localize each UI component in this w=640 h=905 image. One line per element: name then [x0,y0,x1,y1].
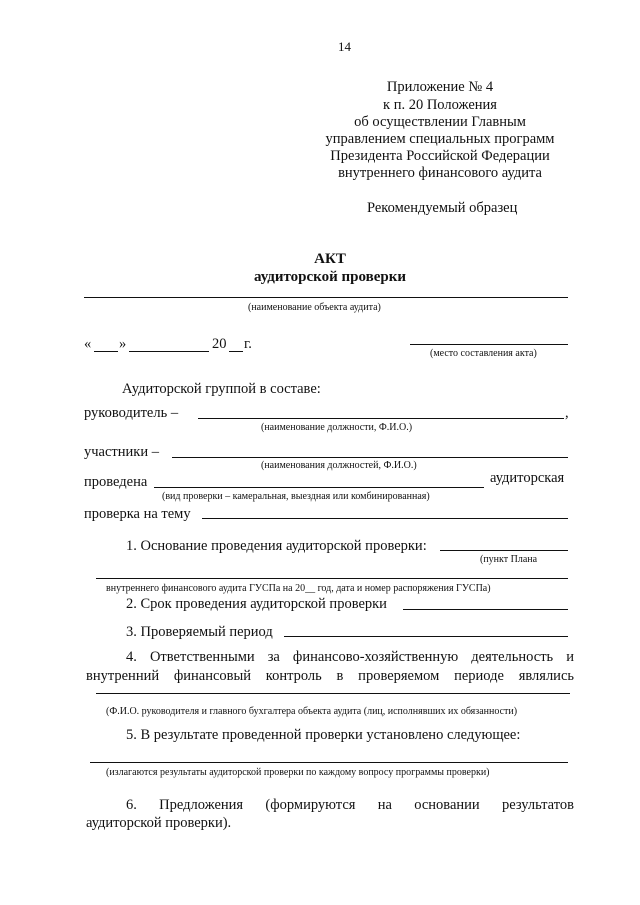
date-year-field[interactable] [229,351,243,352]
basis-field-continued[interactable] [96,578,568,579]
item-6-proposals-line-1: 6. Предложения (формируются на основании результатов [126,797,574,813]
item-1-basis: 1. Основание проведения аудиторской проверки: [126,538,427,554]
recommended-sample: Рекомендуемый образец [367,200,518,216]
conducted-label: проведена [84,474,148,490]
check-type-field[interactable] [154,487,484,488]
members-field[interactable] [172,457,568,458]
appendix-line: Президента Российской Федерации [330,148,550,164]
date-day-field[interactable] [94,351,118,352]
plan-continued-hint: внутреннего финансового аудита ГУСПа на 20__ год, дата и номер распоряжения ГУСПа) [106,583,491,594]
item-4-responsible-line-1: 4. Ответственными за финансово-хозяйственную деятельность и [126,649,574,665]
leader-field[interactable] [198,418,564,419]
date-year-prefix: 20 [212,336,227,352]
term-field[interactable] [403,609,568,610]
object-name-line[interactable] [84,297,568,298]
date-open-quote: « [84,336,92,352]
responsible-hint: (Ф.И.О. руководителя и главного бухгалтера объекта аудита (лиц, исполнявших их обязанности) [106,706,518,717]
item-5-results: 5. В результате проведенной проверки установлено следующее: [126,727,521,743]
results-hint: (излагаются результаты аудиторской проверки по каждому вопросу программы проверки) [106,767,490,778]
group-intro: Аудиторской группой в составе: [122,381,321,397]
leader-comma: , [565,405,569,421]
members-label: участники – [84,444,159,460]
period-field[interactable] [284,636,568,637]
audit-word: аудиторская [490,470,565,486]
leader-hint: (наименование должности, Ф.И.О.) [261,422,413,433]
leader-label: руководитель – [84,405,179,421]
date-close-quote: » [119,336,127,352]
place-hint: (место составления акта) [430,348,537,359]
act-subtitle: аудиторской проверки [253,269,407,285]
plan-point-hint: (пункт Плана [480,554,538,565]
place-field[interactable] [410,344,568,345]
appendix-line: об осуществлении Главным [354,114,526,130]
item-6-proposals-line-2: аудиторской проверки). [86,815,232,831]
object-name-hint: (наименование объекта аудита) [248,302,381,313]
responsible-field[interactable] [96,693,570,694]
item-3-period: 3. Проверяемый период [126,624,273,640]
check-type-hint: (вид проверки – камеральная, выездная или комбинированная) [162,491,430,502]
appendix-line: к п. 20 Положения [383,97,497,113]
results-field[interactable] [90,762,568,763]
topic-field[interactable] [202,518,568,519]
date-year-suffix: г. [244,336,252,352]
item-4-responsible-line-2: внутренний финансовый контроль в проверяемом периоде являлись [86,668,574,684]
item-2-term: 2. Срок проведения аудиторской проверки [126,596,387,612]
page-number: 14 [338,39,351,54]
appendix-line: Приложение № 4 [386,79,494,95]
act-title: АКТ [314,251,346,267]
appendix-line: управлением специальных программ [325,131,555,147]
topic-label: проверка на тему [84,506,191,522]
members-hint: (наименования должностей, Ф.И.О.) [261,460,417,471]
appendix-line: внутреннего финансового аудита [338,165,542,181]
basis-field[interactable] [440,550,568,551]
date-month-field[interactable] [129,351,209,352]
